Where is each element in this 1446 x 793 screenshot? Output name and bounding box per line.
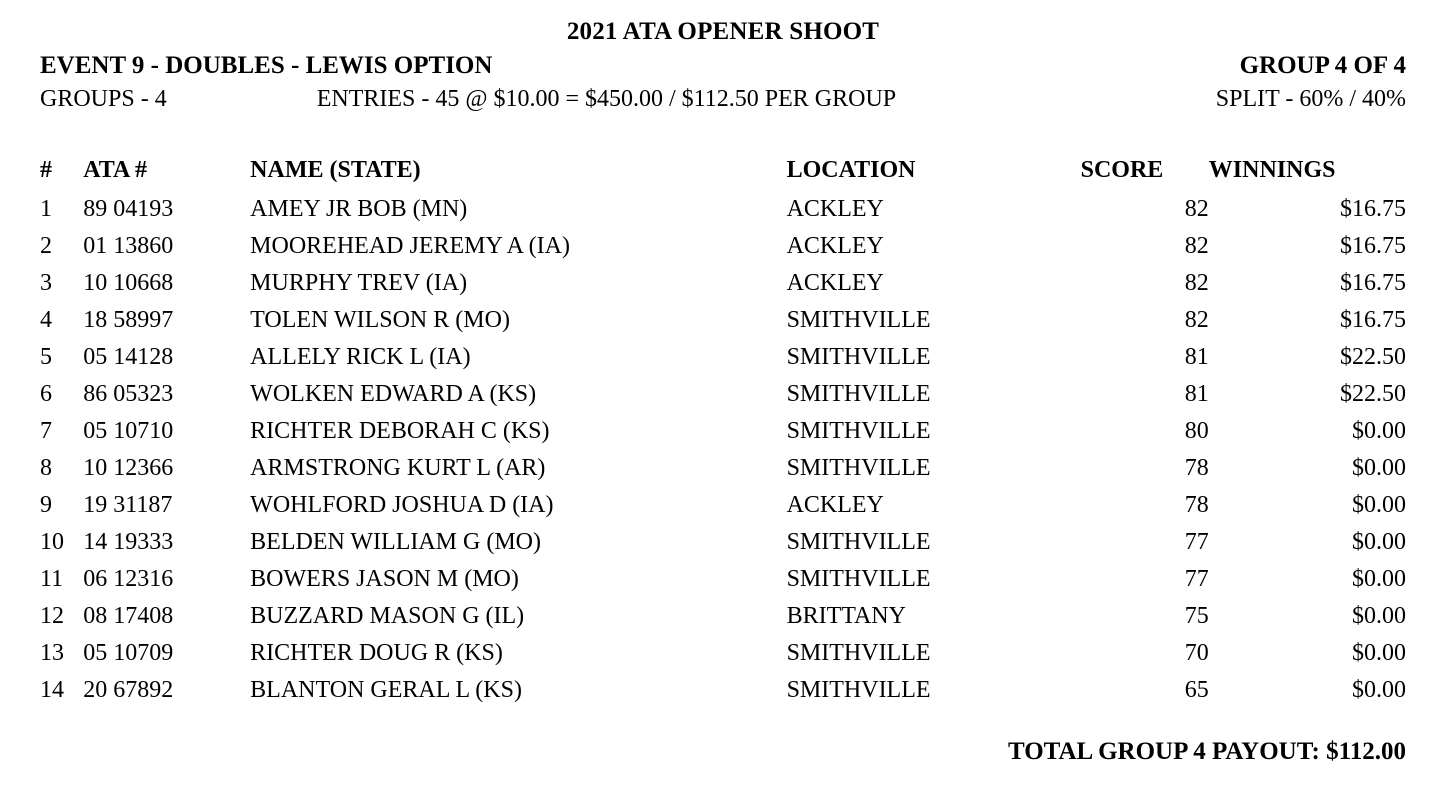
cell-location: SMITHVILLE <box>786 307 931 333</box>
cell-name: MURPHY TREV (IA) <box>250 270 468 296</box>
cell-rank: 12 <box>40 603 64 629</box>
cell-ata: 19 31187 <box>83 492 173 518</box>
cell-winnings: $16.75 <box>1340 233 1406 259</box>
cell-winnings: $0.00 <box>1352 418 1406 444</box>
cell-location: SMITHVILLE <box>786 566 931 592</box>
table-row <box>40 231 1406 268</box>
table-row <box>40 379 1406 416</box>
column-header-winnings: WINNINGS <box>1208 157 1336 183</box>
cell-location: SMITHVILLE <box>786 344 931 370</box>
table-row <box>40 638 1406 675</box>
cell-score: 81 <box>1184 344 1209 370</box>
cell-rank: 6 <box>40 381 52 407</box>
cell-location: SMITHVILLE <box>786 418 931 444</box>
table-row <box>40 305 1406 342</box>
cell-rank: 2 <box>40 233 52 259</box>
cell-ata: 05 14128 <box>83 344 174 370</box>
cell-rank: 11 <box>40 566 64 592</box>
cell-name: TOLEN WILSON R (MO) <box>250 307 510 333</box>
cell-score: 70 <box>1184 640 1209 666</box>
cell-rank: 4 <box>40 307 52 333</box>
cell-rank: 13 <box>40 640 64 666</box>
cell-score: 82 <box>1184 233 1209 259</box>
cell-location: ACKLEY <box>786 492 884 518</box>
cell-winnings: $0.00 <box>1352 455 1406 481</box>
cell-location: ACKLEY <box>786 233 884 259</box>
table-row <box>40 675 1406 712</box>
cell-rank: 10 <box>40 529 64 555</box>
entries-summary: ENTRIES - 45 @ $10.00 = $450.00 / $112.50 PER GROUP <box>316 86 897 112</box>
cell-name: ARMSTRONG KURT L (AR) <box>250 455 546 481</box>
cell-score: 82 <box>1184 196 1209 222</box>
cell-name: WOLKEN EDWARD A (KS) <box>250 381 537 407</box>
cell-winnings: $16.75 <box>1340 307 1406 333</box>
cell-winnings: $0.00 <box>1352 566 1406 592</box>
cell-score: 75 <box>1184 603 1209 629</box>
cell-score: 80 <box>1184 418 1209 444</box>
cell-score: 81 <box>1184 381 1209 407</box>
cell-name: RICHTER DOUG R (KS) <box>250 640 503 666</box>
table-row <box>40 268 1406 305</box>
column-header-ata: ATA # <box>83 157 148 183</box>
cell-ata: 10 10668 <box>83 270 174 296</box>
cell-name: ALLELY RICK L (IA) <box>250 344 471 370</box>
cell-name: WOHLFORD JOSHUA D (IA) <box>250 492 554 518</box>
cell-ata: 86 05323 <box>83 381 174 407</box>
cell-rank: 3 <box>40 270 52 296</box>
table-row <box>40 490 1406 527</box>
cell-ata: 06 12316 <box>83 566 174 592</box>
cell-name: MOOREHEAD JEREMY A (IA) <box>250 233 570 259</box>
cell-rank: 7 <box>40 418 52 444</box>
cell-winnings: $0.00 <box>1352 677 1406 703</box>
cell-winnings: $0.00 <box>1352 603 1406 629</box>
cell-winnings: $22.50 <box>1340 344 1406 370</box>
cell-name: BOWERS JASON M (MO) <box>250 566 519 592</box>
cell-score: 82 <box>1184 307 1209 333</box>
event-title: EVENT 9 - DOUBLES - LEWIS OPTION <box>40 52 493 79</box>
cell-rank: 14 <box>40 677 64 703</box>
cell-rank: 9 <box>40 492 52 518</box>
column-header-rank: # <box>40 157 52 183</box>
cell-rank: 8 <box>40 455 52 481</box>
table-row <box>40 453 1406 490</box>
cell-location: SMITHVILLE <box>786 381 931 407</box>
cell-rank: 1 <box>40 196 52 222</box>
cell-winnings: $0.00 <box>1352 492 1406 518</box>
cell-winnings: $0.00 <box>1352 640 1406 666</box>
cell-score: 77 <box>1184 529 1209 555</box>
cell-score: 78 <box>1184 455 1209 481</box>
cell-location: SMITHVILLE <box>786 529 931 555</box>
cell-ata: 10 12366 <box>83 455 174 481</box>
cell-score: 82 <box>1184 270 1209 296</box>
results-table-body <box>40 194 1406 712</box>
page-title: 2021 ATA OPENER SHOOT <box>566 18 880 45</box>
cell-location: ACKLEY <box>786 270 884 296</box>
total-payout: TOTAL GROUP 4 PAYOUT: $112.00 <box>1008 738 1406 765</box>
table-row <box>40 342 1406 379</box>
cell-ata: 18 58997 <box>83 307 174 333</box>
cell-location: SMITHVILLE <box>786 455 931 481</box>
cell-ata: 05 10709 <box>83 640 174 666</box>
groups-count: GROUPS - 4 <box>40 86 167 112</box>
table-row <box>40 564 1406 601</box>
table-row <box>40 527 1406 564</box>
table-row <box>40 194 1406 231</box>
cell-winnings: $22.50 <box>1340 381 1406 407</box>
split-summary: SPLIT - 60% / 40% <box>1215 86 1406 112</box>
cell-name: RICHTER DEBORAH C (KS) <box>250 418 550 444</box>
cell-winnings: $0.00 <box>1352 529 1406 555</box>
cell-name: BUZZARD MASON G (IL) <box>250 603 525 629</box>
cell-ata: 05 10710 <box>83 418 174 444</box>
group-label: GROUP 4 OF 4 <box>1239 52 1406 79</box>
table-row <box>40 601 1406 638</box>
cell-name: AMEY JR BOB (MN) <box>250 196 468 222</box>
event-header <box>40 52 1406 80</box>
cell-score: 77 <box>1184 566 1209 592</box>
cell-location: ACKLEY <box>786 196 884 222</box>
cell-ata: 89 04193 <box>83 196 174 222</box>
cell-location: BRITTANY <box>786 603 906 629</box>
cell-score: 78 <box>1184 492 1209 518</box>
cell-ata: 01 13860 <box>83 233 174 259</box>
column-header-location: LOCATION <box>786 157 916 183</box>
cell-ata: 14 19333 <box>83 529 174 555</box>
column-header-score: SCORE <box>1080 157 1164 183</box>
cell-ata: 20 67892 <box>83 677 174 703</box>
column-header-name: NAME (STATE) <box>250 157 421 183</box>
cell-name: BELDEN WILLIAM G (MO) <box>250 529 542 555</box>
cell-location: SMITHVILLE <box>786 640 931 666</box>
event-subheader <box>40 86 1406 113</box>
table-row <box>40 416 1406 453</box>
cell-rank: 5 <box>40 344 52 370</box>
cell-name: BLANTON GERAL L (KS) <box>250 677 522 703</box>
results-table <box>40 157 1406 712</box>
cell-winnings: $16.75 <box>1340 270 1406 296</box>
cell-winnings: $16.75 <box>1340 196 1406 222</box>
cell-ata: 08 17408 <box>83 603 174 629</box>
table-header-row <box>40 157 1406 194</box>
cell-score: 65 <box>1184 677 1209 703</box>
cell-location: SMITHVILLE <box>786 677 931 703</box>
